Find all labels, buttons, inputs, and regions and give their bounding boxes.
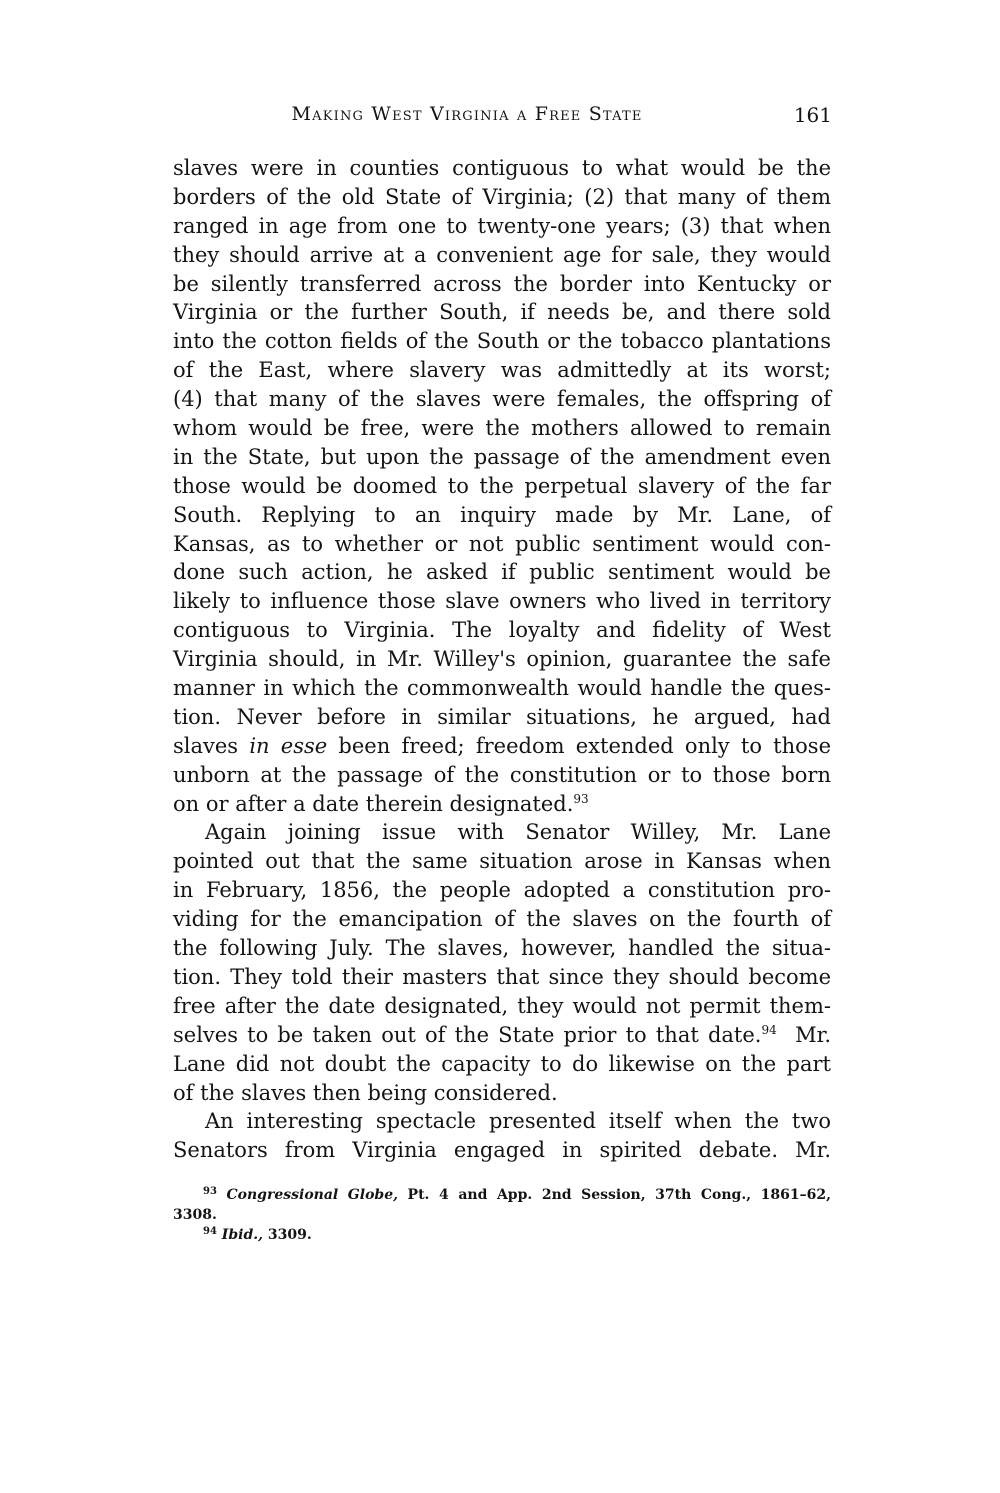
footnote-source: Congressional Globe,	[226, 1187, 398, 1203]
line-text-after: Mr.	[776, 1022, 831, 1047]
text-line	[173, 1021, 831, 1050]
text-line: Kansas, as to whether or not public sentiment would con-	[173, 531, 831, 556]
text-line: slaves were in counties contiguous to what would be the	[173, 156, 831, 180]
text-line: whom would be free, were the mothers allowed to remain	[173, 416, 831, 441]
text-line	[173, 732, 831, 761]
text-line: in February, 1856, the people adopted a constitution pro-	[173, 878, 831, 903]
text-line: ranged in age from one to twenty-one years; (3) that when	[173, 213, 831, 238]
text-line: viding for the emancipation of the slaves on the fourth of	[173, 907, 831, 932]
text-line: Virginia should, in Mr. Willey's opinion, guarantee the safe	[173, 647, 831, 672]
text-line: in the State, but upon the passage of the amendment even	[173, 444, 831, 469]
text-line: the following July. The slaves, however, handled the situa-	[173, 936, 831, 961]
text-line: (4) that many of the slaves were females, the offspring of	[173, 387, 831, 412]
text-line: borders of the old State of Virginia; (2) that many of them	[173, 184, 831, 209]
footnote-93	[173, 1185, 831, 1205]
text-line: tion. They told their masters that since they should become	[173, 964, 831, 989]
footnote-mark: 94	[203, 1226, 217, 1237]
text-line: done such action, he asked if public sentiment would be	[173, 560, 831, 585]
running-title: Making West Virginia a Free State	[291, 103, 643, 125]
footnote-ref-93[interactable]: 93	[573, 791, 589, 806]
text-line: likely to influence those slave owners who lived in territory	[173, 589, 831, 614]
line-text: selves to be taken out of the State prior to that date.	[173, 1022, 762, 1047]
text-line: An interesting spectacle presented itself when the two	[205, 1109, 831, 1134]
text-line: be silently transferred across the border into Kentucky or	[173, 271, 831, 296]
footnote-source: Ibid.,	[221, 1227, 263, 1243]
text-line: into the cotton fields of the South or the tobacco plantations	[173, 329, 831, 354]
text-line: pointed out that the same situation arose in Kansas when	[173, 849, 831, 874]
text-line: unborn at the passage of the constitution or to those born	[173, 762, 831, 787]
text-line: Lane did not doubt the capacity to do likewise on the part	[173, 1051, 831, 1076]
body-text	[173, 154, 831, 1165]
text-line: those would be doomed to the perpetual slavery of the far	[173, 473, 831, 498]
text-line: tion. Never before in similar situations, he argued, had	[173, 704, 831, 729]
text-line	[173, 790, 831, 819]
running-head	[172, 103, 832, 133]
footnote-ref-94[interactable]: 94	[761, 1022, 777, 1037]
line-text: on or after a date therein designated.	[173, 791, 574, 816]
text-line: South. Replying to an inquiry made by Mr. Lane, of	[173, 502, 831, 527]
text-line: manner in which the commonwealth would handle the ques-	[173, 676, 831, 701]
page-number: 161	[793, 103, 832, 127]
text-line: they should arrive at a convenient age for sale, they would	[173, 242, 831, 267]
line-text-after: been freed; freedom extended only to those	[327, 733, 831, 758]
italic-phrase: in esse	[249, 733, 328, 758]
text-line: of the slaves then being considered.	[173, 1080, 558, 1105]
footnote-93-continued: 3308.	[173, 1207, 217, 1223]
text-line: Senators from Virginia engaged in spirited debate. Mr.	[173, 1138, 831, 1163]
footnote-mark: 93	[203, 1186, 217, 1197]
footnote-text: 3309.	[263, 1227, 312, 1243]
footnote-text: Pt. 4 and App. 2nd Session, 37th Cong., 1861–62,	[397, 1187, 831, 1203]
footnote-94	[173, 1225, 831, 1245]
text-line: of the East, where slavery was admittedly at its worst;	[173, 358, 831, 383]
text-line: contiguous to Virginia. The loyalty and fidelity of West	[173, 618, 831, 643]
text-line: Virginia or the further South, if needs be, and there sold	[173, 300, 831, 325]
footnotes	[173, 1185, 831, 1245]
line-text-before: slaves	[173, 733, 250, 758]
text-line: free after the date designated, they would not permit them-	[173, 993, 831, 1018]
text-line: Again joining issue with Senator Willey, Mr. Lane	[205, 820, 831, 845]
